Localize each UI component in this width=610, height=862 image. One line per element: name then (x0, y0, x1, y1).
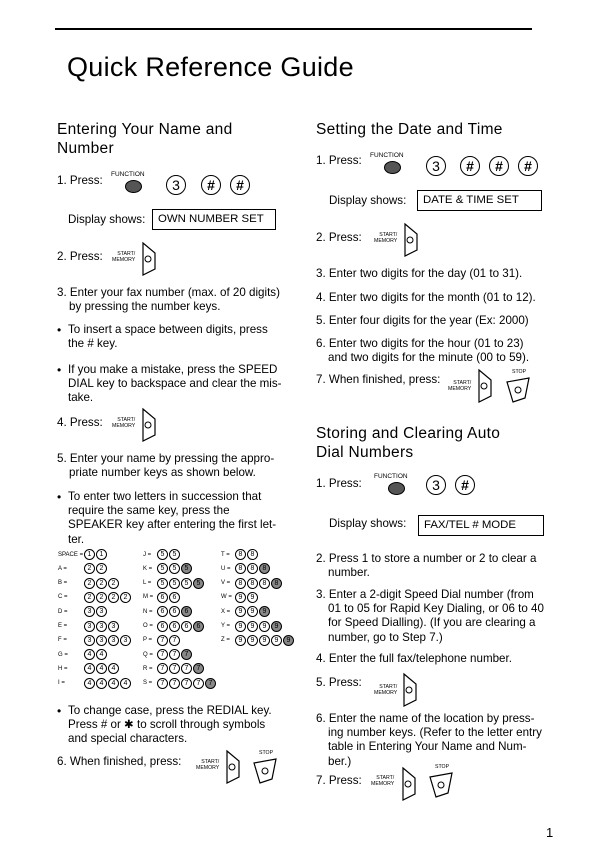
letter-table-row (143, 606, 193, 617)
step-label: 1. Press: (316, 154, 362, 167)
number-key-small: 7 (169, 678, 180, 689)
bullet-mistake (68, 363, 282, 406)
number-key-small: 6 (157, 621, 168, 632)
text-line: 5. Enter your name by pressing the appro- (57, 452, 275, 465)
stop-key-icon (426, 771, 456, 799)
text-line: To insert a space between digits, press (68, 323, 268, 336)
number-key-small: 9 (235, 621, 246, 632)
number-key-small: 6 (157, 606, 168, 617)
letter-label: H = (58, 665, 68, 672)
letter-table-row (143, 578, 205, 589)
number-key-small: 6 (169, 606, 180, 617)
number-key-small: 3 (84, 635, 95, 646)
step-3 (57, 286, 280, 314)
key-3[interactable]: 3 (166, 175, 186, 195)
step-3: 3. Enter two digits for the day (01 to 31). (316, 267, 523, 280)
letter-label: B = (58, 580, 68, 587)
key-hash[interactable]: # (201, 175, 221, 195)
number-key-small: 4 (96, 649, 107, 660)
letter-label: X = (221, 608, 231, 615)
number-key-small: 7 (169, 663, 180, 674)
section-heading-date-time: Setting the Date and Time (316, 121, 503, 138)
letter-table-row (58, 606, 108, 617)
text-line: and special characters. (68, 732, 188, 746)
function-button-icon (388, 482, 405, 495)
number-key-small: 1 (96, 549, 107, 560)
stop-label: STOP (435, 764, 450, 770)
text-line: 6. Enter two digits for the hour (01 to 23) (316, 337, 524, 350)
letter-label: D = (58, 608, 68, 615)
number-key-small: 2 (84, 563, 95, 574)
stop-label: STOP (512, 369, 527, 375)
section-heading-name-number (57, 120, 233, 158)
letter-table-row (221, 606, 271, 617)
start-key-icon (221, 749, 243, 785)
number-key-small: 8 (247, 549, 258, 560)
number-key-small: 9 (247, 606, 258, 617)
number-key-small: 6 (157, 592, 168, 603)
number-key-small: 9 (271, 621, 282, 632)
text-line: require the same key, press the (68, 504, 230, 518)
letter-label: SPACE = (58, 551, 84, 558)
letter-table-row (143, 635, 181, 646)
s-step-2 (316, 552, 536, 580)
display-shows-label: Display shows: (68, 213, 146, 226)
text-line: ing number keys. (Refer to the letter entry (328, 726, 542, 740)
number-key-small: 3 (108, 635, 119, 646)
number-key-small: 7 (181, 649, 192, 660)
letter-table-row (58, 578, 120, 589)
letter-table-row (143, 649, 193, 660)
stop-label: STOP (259, 750, 274, 756)
letter-label: A = (58, 565, 67, 572)
function-button-icon (384, 161, 401, 174)
number-key-small: 9 (259, 635, 270, 646)
letter-label: O = (143, 623, 153, 629)
number-key-small: 4 (108, 663, 119, 674)
text-line: 6. Enter the name of the location by press- (316, 712, 535, 725)
number-key-small: 5 (157, 578, 168, 589)
text-line: If you make a mistake, press the SPEED (68, 363, 278, 376)
start-memory-label: START/ MEMORY (112, 251, 136, 263)
number-key-small: 8 (247, 563, 258, 574)
number-key-small: 8 (235, 563, 246, 574)
number-key-small: 5 (169, 563, 180, 574)
number-key-small: 6 (169, 621, 180, 632)
text-line: 3. Enter a 2-digit Speed Dial number (from (316, 588, 534, 601)
number-key-small: 6 (169, 592, 180, 603)
bullet-space (68, 323, 268, 351)
key-hash[interactable]: # (230, 175, 250, 195)
letter-label: L = (143, 580, 152, 587)
number-key-small: 5 (169, 549, 180, 560)
number-key-small: 9 (247, 621, 258, 632)
start-key-icon (473, 368, 495, 404)
letter-table-row (143, 678, 217, 689)
number-key-small: 7 (181, 678, 192, 689)
letter-table-row (221, 635, 295, 646)
number-key-small: 9 (235, 592, 246, 603)
letter-label: V = (221, 580, 231, 587)
key-hash[interactable]: # (518, 156, 538, 176)
text-line: 2. Press 1 to store a number or 2 to clear a (316, 552, 537, 565)
function-key-label: FUNCTION (111, 171, 145, 178)
start-key-icon (398, 672, 420, 708)
number-key-small: 3 (108, 621, 119, 632)
display-box: OWN NUMBER SET (152, 209, 276, 230)
number-key-small: 2 (120, 592, 131, 603)
text-line: To enter two letters in succession that (68, 490, 262, 503)
key-3[interactable]: 3 (426, 156, 446, 176)
number-key-small: 9 (235, 635, 246, 646)
number-key-small: 7 (157, 663, 168, 674)
letter-label: I = (58, 680, 65, 687)
number-key-small: 2 (84, 578, 95, 589)
number-key-small: 5 (157, 549, 168, 560)
start-memory-label: START/ MEMORY (371, 775, 395, 787)
number-key-small: 6 (181, 621, 192, 632)
number-key-small: 9 (247, 592, 258, 603)
text-line: Press # or ✱ to scroll through symbols (68, 718, 266, 732)
key-hash[interactable]: # (460, 156, 480, 176)
letter-label: M = (143, 594, 154, 601)
step-label: 2. Press: (57, 250, 103, 263)
number-key-small: 5 (181, 563, 192, 574)
number-key-small: 9 (259, 606, 270, 617)
letter-label: S = (143, 680, 153, 687)
letter-label: T = (221, 551, 230, 558)
number-key-small: 3 (84, 621, 95, 632)
bullet-succession (68, 490, 276, 547)
function-key-label: FUNCTION (370, 152, 404, 159)
letter-table-row (58, 621, 120, 632)
number-key-small: 8 (259, 563, 270, 574)
bullet-case (68, 704, 272, 747)
letter-label: R = (143, 665, 153, 672)
number-key-small: 9 (271, 635, 282, 646)
number-key-small: 4 (108, 678, 119, 689)
letter-label: C = (58, 594, 68, 601)
letter-table-row (58, 649, 108, 660)
number-key-small: 5 (181, 578, 192, 589)
step-label: 7. When finished, press: (316, 373, 441, 386)
display-box: FAX/TEL # MODE (418, 515, 544, 536)
number-key-small: 1 (84, 549, 95, 560)
number-key-small: 7 (157, 678, 168, 689)
step-4: 4. Enter two digits for the month (01 to 12). (316, 291, 536, 304)
letter-table-row (143, 663, 205, 674)
function-key-label: FUNCTION (374, 473, 408, 480)
start-memory-label: START/ MEMORY (374, 232, 398, 244)
stop-key-icon (503, 376, 533, 404)
number-key-small: 2 (84, 592, 95, 603)
number-key-small: 7 (205, 678, 216, 689)
start-key-icon (137, 241, 159, 277)
step-5: 5. Enter four digits for the year (Ex: 2000) (316, 314, 529, 327)
display-shows-label: Display shows: (329, 194, 407, 207)
number-key-small: 8 (247, 578, 258, 589)
text-line: number. (328, 566, 370, 580)
start-memory-label: START/ MEMORY (112, 417, 136, 429)
display-shows-label: Display shows: (329, 517, 407, 530)
letter-label: Q = (143, 651, 153, 658)
number-key-small: 9 (283, 635, 294, 646)
step-label: 1. Press: (316, 477, 362, 490)
letter-table-row (143, 621, 205, 632)
page-number: 1 (546, 825, 554, 840)
text-line: ber.) (328, 754, 352, 768)
text-line: 3. Enter your fax number (max. of 20 digits) (57, 286, 280, 299)
text-line: 01 to 05 for Rapid Key Dialing, or 06 to 40 (328, 602, 544, 616)
number-key-small: 3 (120, 635, 131, 646)
number-key-small: 9 (235, 606, 246, 617)
number-key-small: 7 (169, 635, 180, 646)
s-step-4: 4. Enter the full fax/telephone number. (316, 652, 512, 665)
number-key-small: 8 (235, 549, 246, 560)
section-heading-auto-dial (316, 424, 500, 462)
number-key-small: 5 (157, 563, 168, 574)
start-key-icon (399, 222, 421, 258)
number-key-small: 6 (193, 621, 204, 632)
letter-label: J = (143, 551, 152, 558)
step-label: 2. Press: (316, 231, 362, 244)
number-key-small: 8 (259, 578, 270, 589)
heading-line: Number (57, 140, 114, 157)
letter-label: Z = (221, 637, 230, 644)
number-key-small: 4 (84, 678, 95, 689)
letter-table-row (58, 678, 132, 689)
letter-table-row (58, 549, 108, 560)
stop-key-icon (250, 757, 280, 785)
letter-table-row (221, 592, 259, 603)
letter-label: E = (58, 623, 68, 629)
letter-table-row (221, 549, 259, 560)
number-key-small: 3 (96, 635, 107, 646)
start-memory-label: START/ MEMORY (374, 684, 398, 696)
number-key-small: 2 (96, 592, 107, 603)
number-key-small: 7 (157, 635, 168, 646)
letter-table-row (221, 621, 283, 632)
step-label: 1. Press: (57, 174, 103, 187)
text-line: table in Entering Your Name and Num- (328, 740, 527, 754)
key-3[interactable]: 3 (426, 475, 446, 495)
number-key-small: 8 (235, 578, 246, 589)
display-box: DATE & TIME SET (417, 190, 542, 211)
number-key-small: 9 (247, 635, 258, 646)
number-key-small: 8 (271, 578, 282, 589)
letter-table-row (221, 578, 283, 589)
number-key-small: 4 (84, 649, 95, 660)
top-rule (55, 28, 532, 30)
letter-label: G = (58, 651, 68, 658)
letter-table-row (58, 563, 108, 574)
letter-label: N = (143, 608, 153, 615)
number-key-small: 7 (169, 649, 180, 660)
page-title: Quick Reference Guide (67, 52, 354, 82)
key-hash[interactable]: # (489, 156, 509, 176)
letter-table-row (143, 549, 181, 560)
number-key-small: 7 (193, 678, 204, 689)
number-key-small: 2 (108, 578, 119, 589)
letter-table-row (143, 563, 193, 574)
text-line: for Speed Dialling). (If you are clearing a (328, 616, 536, 630)
step-5 (57, 452, 274, 480)
number-key-small: 2 (108, 592, 119, 603)
text-line: the # key. (68, 337, 118, 351)
text-line: by pressing the number keys. (69, 300, 221, 314)
number-key-small: 3 (84, 606, 95, 617)
number-key-small: 6 (181, 606, 192, 617)
letter-table-row (221, 563, 271, 574)
number-key-small: 4 (84, 663, 95, 674)
letter-table-row (58, 592, 132, 603)
text-line: number, go to Step 7.) (328, 630, 443, 644)
number-key-small: 9 (259, 621, 270, 632)
s-step-3 (316, 588, 544, 645)
heading-line: Dial Numbers (316, 444, 414, 461)
letter-label: K = (143, 565, 153, 572)
number-key-small: 7 (193, 663, 204, 674)
text-line: priate number keys as shown below. (69, 466, 256, 480)
number-key-small: 5 (193, 578, 204, 589)
number-key-small: 5 (169, 578, 180, 589)
text-line: To change case, press the REDIAL key. (68, 704, 272, 717)
text-line: SPEAKER key after entering the first let- (68, 518, 277, 532)
function-button-icon (125, 180, 142, 193)
number-key-small: 2 (96, 578, 107, 589)
number-key-small: 7 (157, 649, 168, 660)
number-key-small: 7 (181, 663, 192, 674)
step-label: 6. When finished, press: (57, 755, 182, 768)
number-key-small: 4 (96, 663, 107, 674)
start-key-icon (137, 407, 159, 443)
number-key-small: 4 (120, 678, 131, 689)
letter-label: U = (221, 565, 231, 572)
step-label: 7. Press: (316, 774, 362, 787)
letter-table-row (58, 663, 120, 674)
step-label: 5. Press: (316, 676, 362, 689)
letter-table-row (58, 635, 132, 646)
text-line: DIAL key to backspace and clear the mis- (68, 377, 282, 391)
step-6 (316, 337, 529, 365)
key-hash[interactable]: # (455, 475, 475, 495)
step-label: 4. Press: (57, 416, 103, 429)
letter-label: P = (143, 637, 153, 644)
number-key-small: 4 (96, 678, 107, 689)
text-line: take. (68, 391, 94, 405)
start-memory-label: START/ MEMORY (196, 759, 220, 771)
start-key-icon (397, 766, 419, 802)
letter-table-row (143, 592, 181, 603)
heading-line: Entering Your Name and (57, 121, 233, 138)
letter-label: Y = (221, 623, 231, 629)
letter-label: W = (221, 594, 232, 601)
start-memory-label: START/ MEMORY (448, 380, 472, 392)
letter-label: F = (58, 637, 67, 644)
number-key-small: 3 (96, 606, 107, 617)
text-line: ter. (68, 532, 85, 546)
number-key-small: 3 (96, 621, 107, 632)
text-line: and two digits for the minute (00 to 59). (328, 351, 530, 365)
number-key-small: 2 (96, 563, 107, 574)
s-step-6 (316, 712, 542, 769)
heading-line: Storing and Clearing Auto (316, 425, 501, 442)
